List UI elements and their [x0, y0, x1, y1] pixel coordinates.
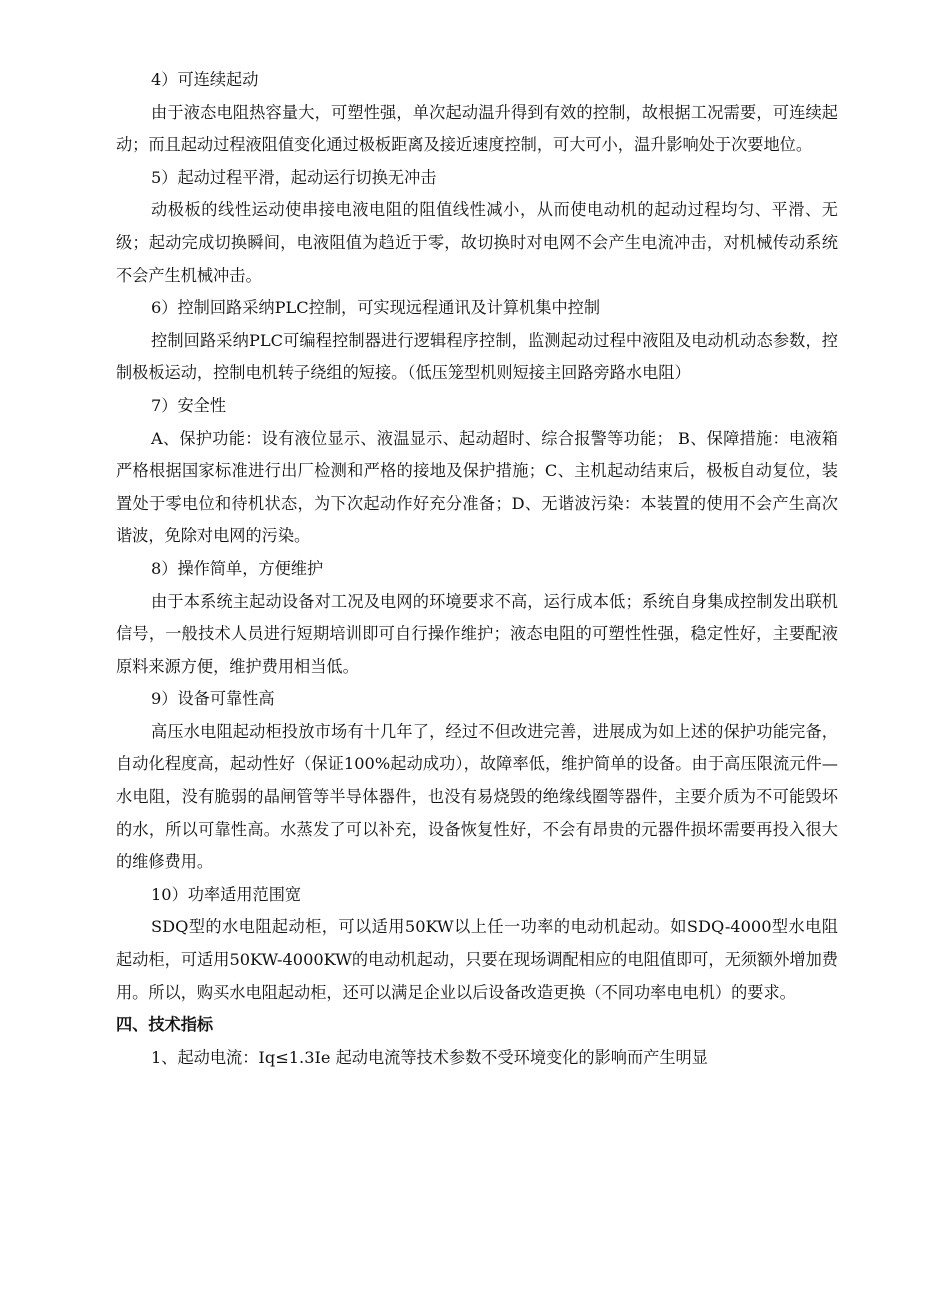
body-paragraph: 由于本系统主起动设备对工况及电网的环境要求不高，运行成本低；系统自身集成控制发出联机信号，一般技术人员进行短期培训即可自行操作维护；液态电阻的可塑性性强，稳定性好，主要配液原料来源方便，维护费用相当低。 [116, 591, 838, 676]
body-paragraph: A、保护功能：设有液位显示、液温显示、起动超时、综合报警等功能； B、保障措施：电液箱严格根据国家标准进行出厂检测和严格的接地及保护措施；C、主机起动结束后，极板自动复位，装置处于零电位和待机状态，为下次起动作好充分准备；D、无谐波污染：本装置的使用不会产生高次谐波，免除对电网的污染。 [116, 428, 838, 546]
spec-item-1: 1、起动电流：Iq≤1.3Ie 起动电流等技术参数不受环境变化的影响而产生明显 [151, 1047, 708, 1067]
body-paragraph: 由于液态电阻热容量大，可塑性强，单次起动温升得到有效的控制，故根据工况需要，可连续起动；而且起动过程液阻值变化通过极板距离及接近速度控制，可大可小，温升影响处于次要地位。 [116, 102, 838, 155]
item-heading-9: 9）设备可靠性高 [151, 689, 275, 709]
item-heading-10: 10）功率适用范围宽 [151, 884, 302, 904]
body-paragraph: 高压水电阻起动柜投放市场有十几年了，经过不但改进完善，进展成为如上述的保护功能完备，自动化程度高，起动性好（保证100%起动成功），故障率低，维护简单的设备。由于高压限流元件—水电阻，没有脆弱的晶闸管等半导体器件，也没有易烧毁的绝缘线圈等器件，主要介质为不可能毁坏的水，所以可靠性高。水蒸发了可以补充，设备恢复性好，不会有昂贵的元器件损坏需要再投入很大的维修费用。 [116, 721, 838, 872]
item-heading-5: 5）起动过程平滑，起动运行切换无冲击 [151, 167, 437, 187]
body-paragraph: SDQ型的水电阻起动柜，可以适用50KW以上任一功率的电动机起动。如SDQ-4000型水电阻起动柜，可适用50KW-4000KW的电动机起动，只要在现场调配相应的电阻值即可，无须额外增加费用。所以，购买水电阻起动柜，还可以满足企业以后设备改造更换（不同功率电电机）的要求。 [116, 917, 838, 1002]
item-heading-6: 6）控制回路采纳PLC控制，可实现远程通讯及计算机集中控制 [151, 298, 601, 318]
item-heading-7: 7）安全性 [151, 395, 227, 415]
section-heading-tech-specs: 四、技术指标 [116, 1015, 214, 1035]
document-body [116, 64, 838, 1074]
body-paragraph: 动极板的线性运动使串接电液电阻的阻值线性减小，从而使电动机的起动过程均匀、平滑、无级；起动完成切换瞬间，电液阻值为趋近于零，故切换时对电网不会产生电流冲击，对机械传动系统不会产生机械冲击。 [116, 200, 838, 285]
item-heading-4: 4）可连续起动 [151, 70, 259, 89]
body-paragraph: 控制回路采纳PLC可编程控制器进行逻辑程序控制，监测起动过程中液阻及电动机动态参数，控制极板运动，控制电机转子绕组的短接。（低压笼型机则短接主回路旁路水电阻） [116, 330, 838, 383]
item-heading-8: 8）操作简单，方便维护 [151, 558, 324, 578]
